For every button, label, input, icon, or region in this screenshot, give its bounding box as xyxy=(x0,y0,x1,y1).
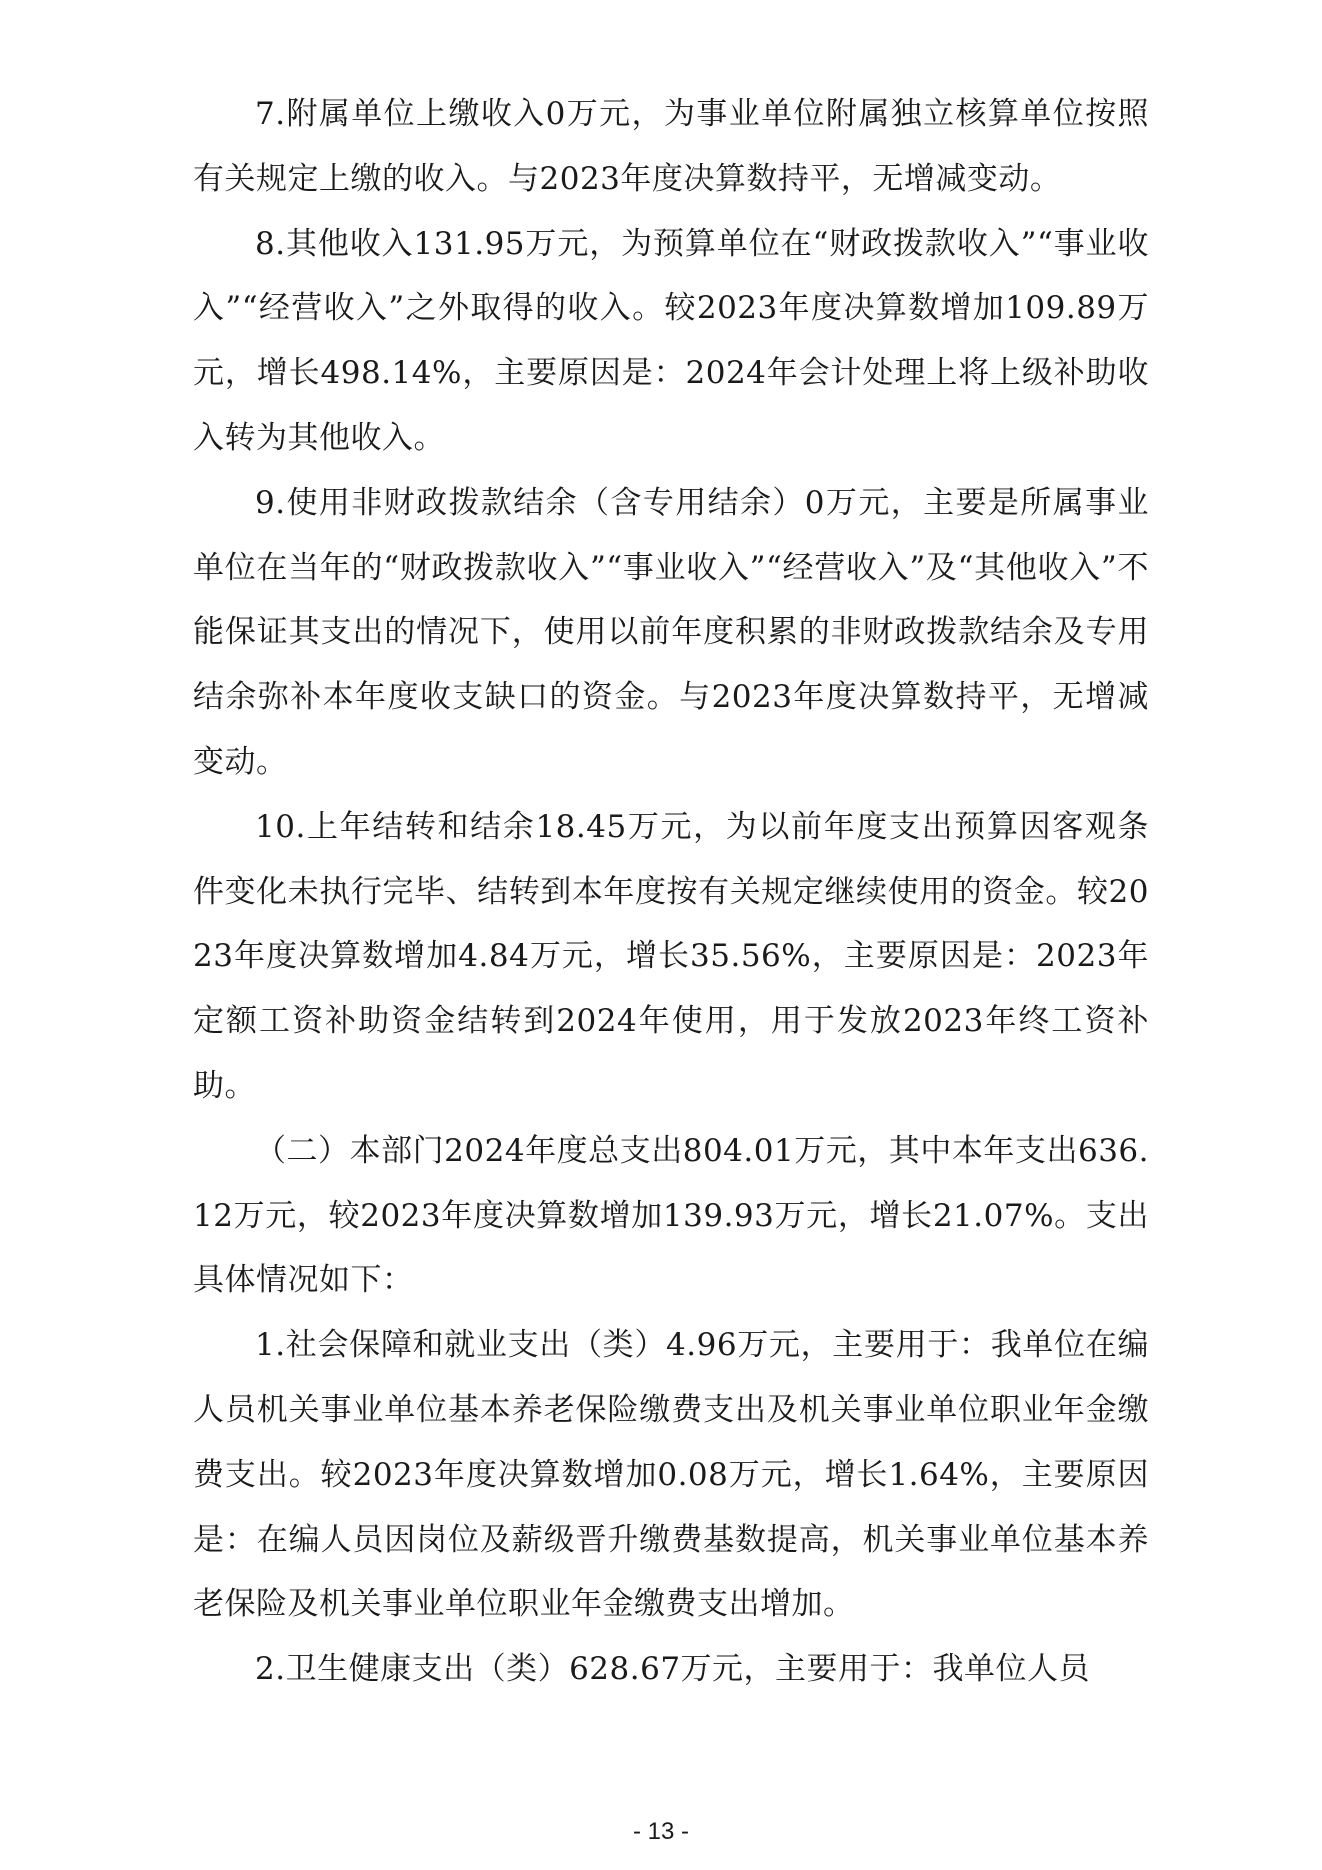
paragraph-health-expenditure: 2.卫生健康支出（类）628.67万元，主要用于：我单位人员 xyxy=(255,1651,1091,1688)
paragraph-social-security-expenditure: 1.社会保障和就业支出（类）4.96万元，主要用于：我单位在编人员机关事业单位基本养老保险缴费支出及机关事业单位职业年金缴费支出。较2023年度决算数增加0.08万元，增长1.64%，主要原因是：在编人员因岗位及薪级晋升缴费基数提高，机关事业单位基本养老保险及机关事业单位职业年金缴费支出增加。 xyxy=(193,1327,1149,1623)
paragraph-total-expenditure: （二）本部门2024年度总支出804.01万元，其中本年支出636.12万元，较2023年度决算数增加139.93万元，增长21.07%。支出具体情况如下： xyxy=(193,1132,1149,1299)
paragraph-other-income: 8.其他收入131.95万元，为预算单位在“财政拨款收入”“事业收入”“经营收入”之外取得的收入。较2023年度决算数增加109.89万元，增长498.14%，主要原因是：2024年会计处理上将上级补助收入转为其他收入。 xyxy=(193,225,1149,456)
paragraph-prior-year-carryover: 10.上年结转和结余18.45万元，为以前年度支出预算因客观条件变化未执行完毕、结转到本年度按有关规定继续使用的资金。较2023年度决算数增加4.84万元，增长35.56%，主要原因是：2023年定额工资补助资金结转到2024年使用，用于发放2023年终工资补助。 xyxy=(193,808,1149,1104)
page-number: - 13 - xyxy=(632,1818,689,1845)
document-body xyxy=(193,82,1149,1702)
paragraph-non-fiscal-balance: 9.使用非财政拨款结余（含专用结余）0万元，主要是所属事业单位在当年的“财政拨款收入”“事业收入”“经营收入”及“其他收入”不能保证其支出的情况下，使用以前年度积累的非财政拨款结余及专用结余弥补本年度收支缺口的资金。与2023年度决算数持平，无增减变动。 xyxy=(193,484,1149,780)
paragraph-attached-unit-income: 7.附属单位上缴收入0万元，为事业单位附属独立核算单位按照有关规定上缴的收入。与2023年度决算数持平，无增减变动。 xyxy=(193,96,1149,197)
